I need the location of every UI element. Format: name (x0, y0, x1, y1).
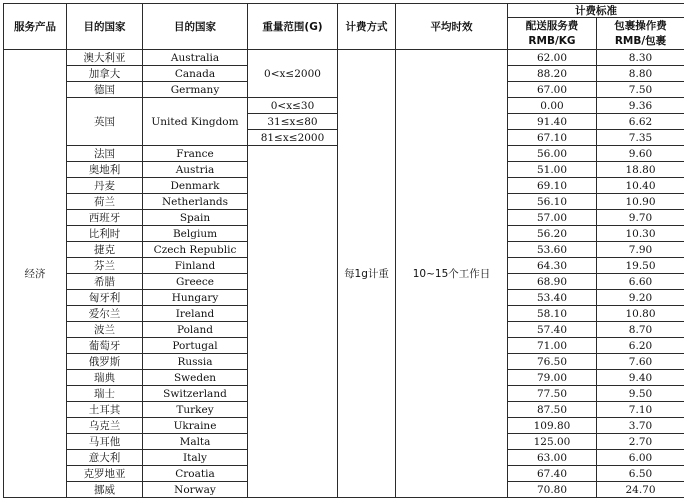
country-en: Russia (143, 354, 248, 370)
handling-fee: 7.60 (597, 354, 685, 370)
country-en: Croatia (143, 466, 248, 482)
country-cn: 丹麦 (67, 178, 143, 194)
handling-fee: 10.30 (597, 226, 685, 242)
country-en: Finland (143, 258, 248, 274)
delivery-fee: 57.40 (508, 322, 597, 338)
country-cn: 德国 (67, 82, 143, 98)
country-cn: 葡萄牙 (67, 338, 143, 354)
country-en: Netherlands (143, 194, 248, 210)
country-cn: 澳大利亚 (67, 50, 143, 66)
country-cn: 西班牙 (67, 210, 143, 226)
handling-fee: 9.20 (597, 290, 685, 306)
handling-fee: 9.40 (597, 370, 685, 386)
delivery-fee: 53.40 (508, 290, 597, 306)
country-cn: 乌克兰 (67, 418, 143, 434)
header-destination-cn: 目的国家 (67, 4, 143, 50)
delivery-fee: 70.80 (508, 482, 597, 498)
country-cn: 希腊 (67, 274, 143, 290)
country-cn: 瑞典 (67, 370, 143, 386)
country-en: Belgium (143, 226, 248, 242)
weight-range-cell: 31≤x≤80 (248, 114, 338, 130)
delivery-fee: 76.50 (508, 354, 597, 370)
service-product-cell: 经济 (4, 50, 67, 498)
country-cn: 意大利 (67, 450, 143, 466)
country-cn: 捷克 (67, 242, 143, 258)
delivery-fee: 67.10 (508, 130, 597, 146)
delivery-fee: 64.30 (508, 258, 597, 274)
handling-fee: 6.62 (597, 114, 685, 130)
weight-range-cell: 81≤x≤2000 (248, 130, 338, 146)
delivery-fee: 63.00 (508, 450, 597, 466)
handling-fee: 18.80 (597, 162, 685, 178)
handling-fee: 9.50 (597, 386, 685, 402)
delivery-fee: 71.00 (508, 338, 597, 354)
country-en: Norway (143, 482, 248, 498)
country-en: United Kingdom (143, 98, 248, 146)
country-en: Turkey (143, 402, 248, 418)
header-transit-time: 平均时效 (396, 4, 508, 50)
rate-table-container (3, 3, 684, 504)
weight-range-cell: 0<x≤2000 (248, 50, 338, 98)
country-en: Portugal (143, 338, 248, 354)
country-en: Austria (143, 162, 248, 178)
delivery-fee: 67.40 (508, 466, 597, 482)
delivery-fee: 56.00 (508, 146, 597, 162)
country-cn: 比利时 (67, 226, 143, 242)
header-charge-standard: 计费标准 (508, 4, 685, 18)
billing-method-cell: 每1g计重 (338, 50, 396, 498)
delivery-fee: 0.00 (508, 98, 597, 114)
handling-fee: 9.36 (597, 98, 685, 114)
handling-fee: 10.90 (597, 194, 685, 210)
delivery-fee: 53.60 (508, 242, 597, 258)
country-en: Czech Republic (143, 242, 248, 258)
country-en: Italy (143, 450, 248, 466)
country-en: Canada (143, 66, 248, 82)
handling-fee: 2.70 (597, 434, 685, 450)
country-en: Ukraine (143, 418, 248, 434)
country-cn: 土耳其 (67, 402, 143, 418)
country-cn: 匈牙利 (67, 290, 143, 306)
table-row (4, 50, 685, 66)
header-delivery-fee-unit: RMB/KG (528, 34, 576, 47)
header-weight-range: 重量范围(G) (248, 4, 338, 50)
country-en: France (143, 146, 248, 162)
delivery-fee: 58.10 (508, 306, 597, 322)
country-cn: 马耳他 (67, 434, 143, 450)
handling-fee: 6.50 (597, 466, 685, 482)
handling-fee: 6.20 (597, 338, 685, 354)
country-cn: 克罗地亚 (67, 466, 143, 482)
country-en: Switzerland (143, 386, 248, 402)
handling-fee: 8.80 (597, 66, 685, 82)
country-en: Poland (143, 322, 248, 338)
delivery-fee: 67.00 (508, 82, 597, 98)
handling-fee: 8.70 (597, 322, 685, 338)
country-cn: 挪威 (67, 482, 143, 498)
country-en: Sweden (143, 370, 248, 386)
transit-time-cell: 10~15个工作日 (396, 50, 508, 498)
header-billing-method: 计费方式 (338, 4, 396, 50)
header-handling-fee (597, 18, 685, 50)
handling-fee: 9.60 (597, 146, 685, 162)
country-cn: 法国 (67, 146, 143, 162)
delivery-fee: 87.50 (508, 402, 597, 418)
handling-fee: 7.35 (597, 130, 685, 146)
handling-fee: 9.70 (597, 210, 685, 226)
handling-fee: 24.70 (597, 482, 685, 498)
weight-range-empty (248, 146, 338, 498)
delivery-fee: 109.80 (508, 418, 597, 434)
delivery-fee: 68.90 (508, 274, 597, 290)
handling-fee: 10.40 (597, 178, 685, 194)
country-en: Hungary (143, 290, 248, 306)
country-en: Ireland (143, 306, 248, 322)
rate-table (3, 3, 684, 498)
delivery-fee: 88.20 (508, 66, 597, 82)
header-handling-fee-unit: RMB/包裹 (614, 34, 667, 47)
delivery-fee: 56.10 (508, 194, 597, 210)
country-cn: 爱尔兰 (67, 306, 143, 322)
country-cn: 奥地利 (67, 162, 143, 178)
handling-fee: 10.80 (597, 306, 685, 322)
handling-fee: 7.50 (597, 82, 685, 98)
country-en: Germany (143, 82, 248, 98)
country-en: Spain (143, 210, 248, 226)
header-destination-en: 目的国家 (143, 4, 248, 50)
country-en: Denmark (143, 178, 248, 194)
handling-fee: 7.10 (597, 402, 685, 418)
header-handling-fee-label: 包裹操作费 (614, 19, 667, 32)
delivery-fee: 77.50 (508, 386, 597, 402)
header-service: 服务产品 (4, 4, 67, 50)
header-delivery-fee-label: 配送服务费 (525, 19, 579, 32)
delivery-fee: 56.20 (508, 226, 597, 242)
country-cn: 瑞士 (67, 386, 143, 402)
handling-fee: 8.30 (597, 50, 685, 66)
delivery-fee: 57.00 (508, 210, 597, 226)
country-cn: 加拿大 (67, 66, 143, 82)
header-delivery-fee (508, 18, 597, 50)
country-cn: 俄罗斯 (67, 354, 143, 370)
country-cn: 波兰 (67, 322, 143, 338)
handling-fee: 19.50 (597, 258, 685, 274)
country-en: Greece (143, 274, 248, 290)
delivery-fee: 79.00 (508, 370, 597, 386)
handling-fee: 3.70 (597, 418, 685, 434)
country-en: Malta (143, 434, 248, 450)
handling-fee: 6.00 (597, 450, 685, 466)
delivery-fee: 51.00 (508, 162, 597, 178)
weight-range-cell: 0<x≤30 (248, 98, 338, 114)
handling-fee: 6.60 (597, 274, 685, 290)
country-en: Australia (143, 50, 248, 66)
country-cn: 荷兰 (67, 194, 143, 210)
delivery-fee: 125.00 (508, 434, 597, 450)
delivery-fee: 91.40 (508, 114, 597, 130)
country-cn: 芬兰 (67, 258, 143, 274)
country-cn: 英国 (67, 98, 143, 146)
delivery-fee: 69.10 (508, 178, 597, 194)
delivery-fee: 62.00 (508, 50, 597, 66)
handling-fee: 7.90 (597, 242, 685, 258)
